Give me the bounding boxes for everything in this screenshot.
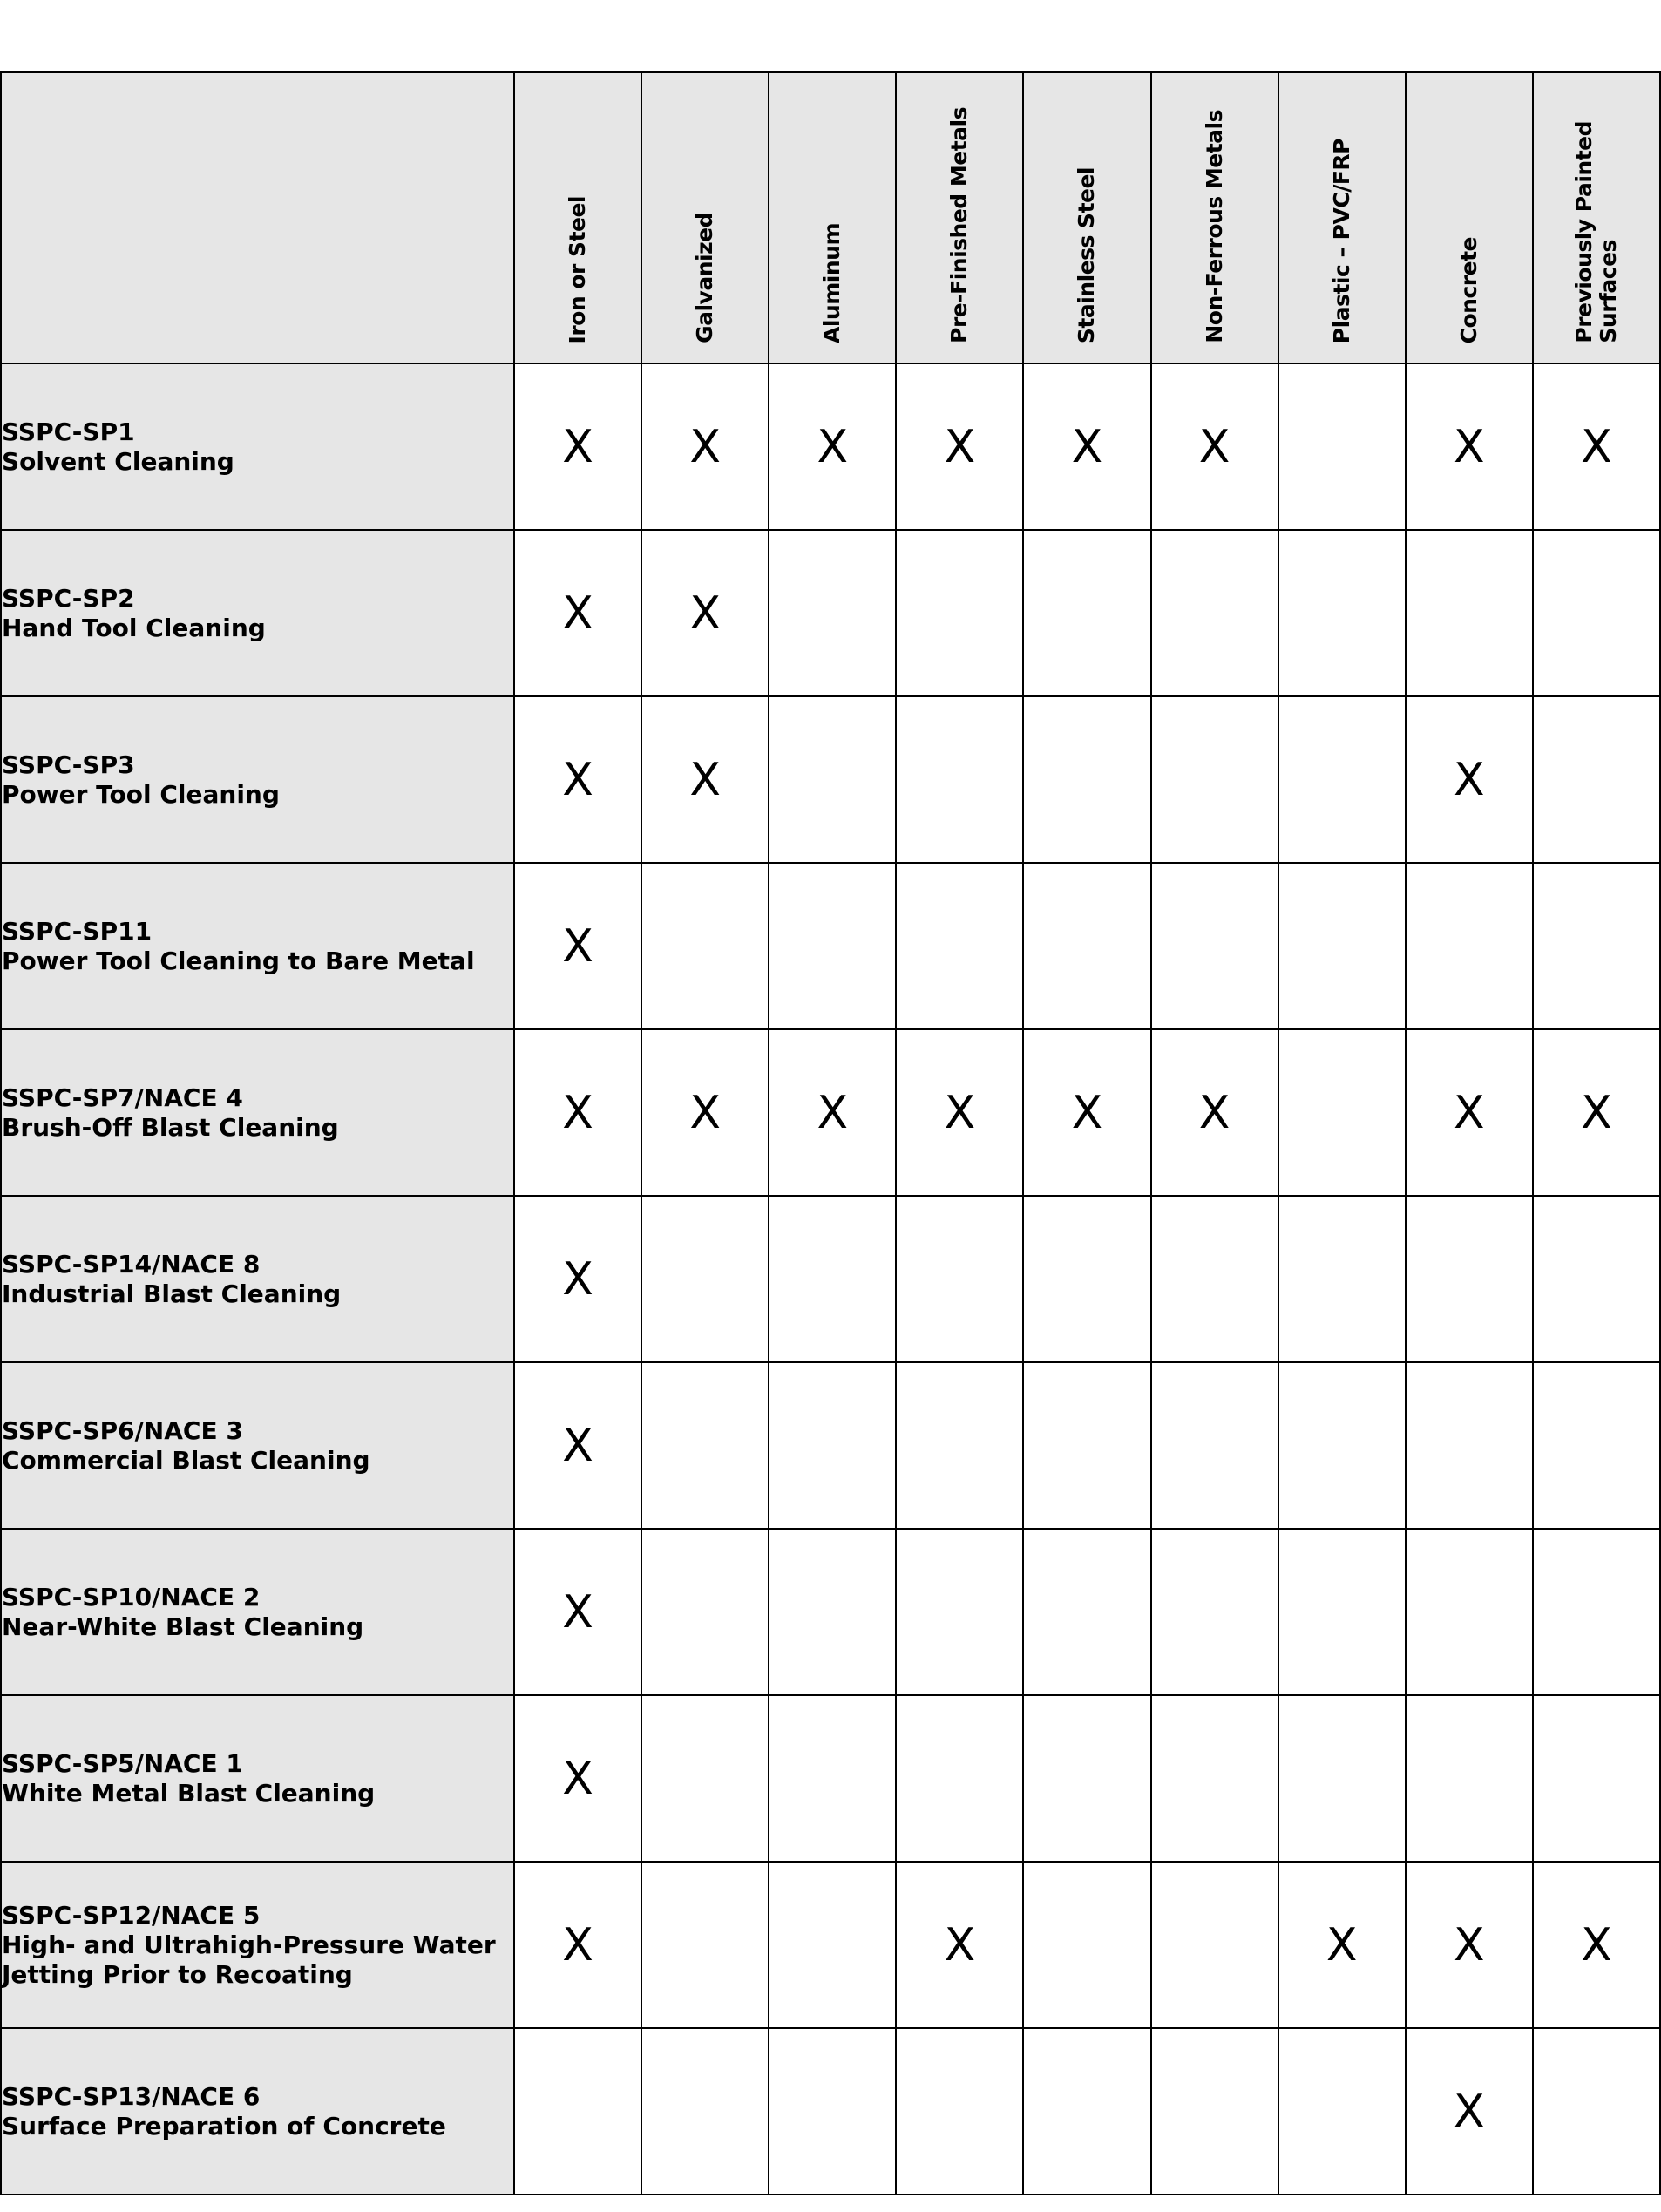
row-header xyxy=(1,696,514,863)
row-header xyxy=(1,1029,514,1196)
standard-code: SSPC-SP6/NACE 3 xyxy=(2,1415,243,1445)
column-header-non-ferrous-metals xyxy=(1151,72,1278,363)
applicable-mark-cell: X xyxy=(1023,1029,1150,1196)
standard-description: Power Tool Cleaning xyxy=(2,779,280,809)
empty-cell xyxy=(769,1362,896,1529)
column-header-iron-or-steel xyxy=(514,72,641,363)
applicable-mark-cell: X xyxy=(1023,363,1150,530)
standard-description: Surface Preparation of Concrete xyxy=(2,2111,446,2141)
corner-cell xyxy=(1,72,514,363)
empty-cell xyxy=(1533,1196,1660,1362)
empty-cell xyxy=(1533,696,1660,863)
applicable-mark-cell: X xyxy=(514,1029,641,1196)
matrix-body xyxy=(1,363,1660,2195)
row-header xyxy=(1,863,514,1029)
empty-cell xyxy=(1533,530,1660,696)
empty-cell xyxy=(1278,1196,1406,1362)
empty-cell xyxy=(1278,696,1406,863)
column-header-plastic-pvc-frp xyxy=(1278,72,1406,363)
applicable-mark-cell: X xyxy=(1406,696,1533,863)
empty-cell xyxy=(896,696,1023,863)
empty-cell xyxy=(896,2028,1023,2195)
standard-description: Solvent Cleaning xyxy=(2,446,234,476)
standard-code: SSPC-SP2 xyxy=(2,583,135,613)
standard-description: Brush-Off Blast Cleaning xyxy=(2,1112,339,1142)
standard-code: SSPC-SP10/NACE 2 xyxy=(2,1582,261,1612)
empty-cell xyxy=(769,1862,896,2028)
empty-cell xyxy=(896,1529,1023,1695)
standard-code: SSPC-SP14/NACE 8 xyxy=(2,1249,261,1279)
standard-code: SSPC-SP7/NACE 4 xyxy=(2,1082,243,1112)
table-row xyxy=(1,1362,1660,1529)
empty-cell xyxy=(1151,1529,1278,1695)
empty-cell xyxy=(1406,1196,1533,1362)
column-header-stainless-steel xyxy=(1023,72,1150,363)
table-row xyxy=(1,1695,1660,1862)
applicable-mark-cell: X xyxy=(896,1029,1023,1196)
table-row xyxy=(1,530,1660,696)
empty-cell xyxy=(641,863,769,1029)
row-header xyxy=(1,1529,514,1695)
empty-cell xyxy=(1406,863,1533,1029)
empty-cell xyxy=(896,1695,1023,1862)
table-row xyxy=(1,1862,1660,2028)
applicable-mark-cell: X xyxy=(896,363,1023,530)
applicable-mark-cell: X xyxy=(1533,1029,1660,1196)
empty-cell xyxy=(641,1695,769,1862)
table-row xyxy=(1,2028,1660,2195)
standard-description: Hand Tool Cleaning xyxy=(2,613,266,642)
empty-cell xyxy=(1278,2028,1406,2195)
column-header-label: Previously Painted Surfaces xyxy=(1570,121,1621,343)
empty-cell xyxy=(1151,863,1278,1029)
empty-cell xyxy=(1533,1529,1660,1695)
column-header-label: Concrete xyxy=(1455,236,1481,343)
standard-code: SSPC-SP13/NACE 6 xyxy=(2,2081,261,2111)
row-header xyxy=(1,1862,514,2028)
standard-code: SSPC-SP5/NACE 1 xyxy=(2,1748,243,1778)
empty-cell xyxy=(896,863,1023,1029)
surface-prep-matrix xyxy=(0,71,1661,2195)
applicable-mark-cell: X xyxy=(1151,363,1278,530)
empty-cell xyxy=(1151,2028,1278,2195)
empty-cell xyxy=(896,530,1023,696)
standard-description: White Metal Blast Cleaning xyxy=(2,1778,376,1808)
applicable-mark-cell: X xyxy=(514,1362,641,1529)
applicable-mark-cell: X xyxy=(769,363,896,530)
empty-cell xyxy=(1278,530,1406,696)
row-header xyxy=(1,530,514,696)
empty-cell xyxy=(641,1862,769,2028)
applicable-mark-cell: X xyxy=(514,696,641,863)
standard-description: Power Tool Cleaning to Bare Metal xyxy=(2,946,475,975)
applicable-mark-cell: X xyxy=(1406,1862,1533,2028)
applicable-mark-cell: X xyxy=(1533,1862,1660,2028)
empty-cell xyxy=(1151,696,1278,863)
empty-cell xyxy=(1023,1695,1150,1862)
empty-cell xyxy=(1023,863,1150,1029)
standard-description: High- and Ultrahigh-Pressure Water Jetting Prior to Recoating xyxy=(2,1930,496,1989)
applicable-mark-cell: X xyxy=(514,363,641,530)
applicable-mark-cell: X xyxy=(769,1029,896,1196)
table-row xyxy=(1,1029,1660,1196)
empty-cell xyxy=(1533,2028,1660,2195)
applicable-mark-cell: X xyxy=(896,1862,1023,2028)
applicable-mark-cell: X xyxy=(1278,1862,1406,2028)
applicable-mark-cell: X xyxy=(1406,363,1533,530)
row-header xyxy=(1,2028,514,2195)
empty-cell xyxy=(1533,1362,1660,1529)
empty-cell xyxy=(769,1196,896,1362)
standard-code: SSPC-SP1 xyxy=(2,417,135,446)
row-header xyxy=(1,363,514,530)
empty-cell xyxy=(1023,1529,1150,1695)
empty-cell xyxy=(769,2028,896,2195)
standard-description: Commercial Blast Cleaning xyxy=(2,1445,370,1475)
column-header-label: Iron or Steel xyxy=(565,195,591,343)
empty-cell xyxy=(1406,530,1533,696)
applicable-mark-cell: X xyxy=(641,530,769,696)
column-header-previously-painted-surfaces xyxy=(1533,72,1660,363)
table-row xyxy=(1,363,1660,530)
empty-cell xyxy=(1533,863,1660,1029)
applicable-mark-cell: X xyxy=(641,1029,769,1196)
column-header-aluminum xyxy=(769,72,896,363)
empty-cell xyxy=(641,1362,769,1529)
header-row xyxy=(1,72,1660,363)
applicable-mark-cell: X xyxy=(514,1695,641,1862)
empty-cell xyxy=(769,1529,896,1695)
empty-cell xyxy=(1406,1362,1533,1529)
applicable-mark-cell: X xyxy=(514,1862,641,2028)
empty-cell xyxy=(1151,530,1278,696)
empty-cell xyxy=(1278,1029,1406,1196)
column-header-label: Plastic – PVC/FRP xyxy=(1328,138,1354,343)
empty-cell xyxy=(896,1362,1023,1529)
column-header-label: Galvanized xyxy=(692,213,718,343)
empty-cell xyxy=(1023,1362,1150,1529)
empty-cell xyxy=(1278,1362,1406,1529)
column-header-galvanized xyxy=(641,72,769,363)
applicable-mark-cell: X xyxy=(514,863,641,1029)
table-row xyxy=(1,1529,1660,1695)
empty-cell xyxy=(1023,2028,1150,2195)
empty-cell xyxy=(641,2028,769,2195)
applicable-mark-cell: X xyxy=(641,696,769,863)
standard-code: SSPC-SP3 xyxy=(2,750,135,779)
empty-cell xyxy=(1406,1529,1533,1695)
table-row xyxy=(1,863,1660,1029)
row-header xyxy=(1,1695,514,1862)
applicable-mark-cell: X xyxy=(641,363,769,530)
table-row xyxy=(1,1196,1660,1362)
empty-cell xyxy=(1278,863,1406,1029)
column-header-label: Aluminum xyxy=(819,223,845,343)
empty-cell xyxy=(1151,1695,1278,1862)
empty-cell xyxy=(1406,1695,1533,1862)
column-header-concrete xyxy=(1406,72,1533,363)
row-header xyxy=(1,1362,514,1529)
empty-cell xyxy=(1023,696,1150,863)
empty-cell xyxy=(1023,530,1150,696)
empty-cell xyxy=(769,530,896,696)
applicable-mark-cell: X xyxy=(1151,1029,1278,1196)
empty-cell xyxy=(769,696,896,863)
empty-cell xyxy=(1151,1362,1278,1529)
applicable-mark-cell: X xyxy=(1533,363,1660,530)
empty-cell xyxy=(641,1529,769,1695)
empty-cell xyxy=(1151,1196,1278,1362)
applicable-mark-cell: X xyxy=(514,1196,641,1362)
empty-cell xyxy=(1151,1862,1278,2028)
table-row xyxy=(1,696,1660,863)
empty-cell xyxy=(1023,1196,1150,1362)
applicable-mark-cell: X xyxy=(1406,2028,1533,2195)
column-header-label: Pre-Finished Metals xyxy=(946,107,973,343)
column-header-pre-finished-metals xyxy=(896,72,1023,363)
empty-cell xyxy=(514,2028,641,2195)
empty-cell xyxy=(1278,363,1406,530)
empty-cell xyxy=(769,863,896,1029)
empty-cell xyxy=(1023,1862,1150,2028)
applicable-mark-cell: X xyxy=(1406,1029,1533,1196)
empty-cell xyxy=(1278,1695,1406,1862)
applicable-mark-cell: X xyxy=(514,530,641,696)
standard-code: SSPC-SP11 xyxy=(2,916,153,946)
standard-description: Industrial Blast Cleaning xyxy=(2,1279,342,1308)
standard-description: Near-White Blast Cleaning xyxy=(2,1612,364,1641)
standard-code: SSPC-SP12/NACE 5 xyxy=(2,1900,261,1930)
empty-cell xyxy=(1533,1695,1660,1862)
empty-cell xyxy=(1278,1529,1406,1695)
empty-cell xyxy=(641,1196,769,1362)
empty-cell xyxy=(896,1196,1023,1362)
empty-cell xyxy=(769,1695,896,1862)
column-header-label: Stainless Steel xyxy=(1074,166,1100,343)
column-header-label: Non-Ferrous Metals xyxy=(1201,110,1227,343)
row-header xyxy=(1,1196,514,1362)
applicable-mark-cell: X xyxy=(514,1529,641,1695)
